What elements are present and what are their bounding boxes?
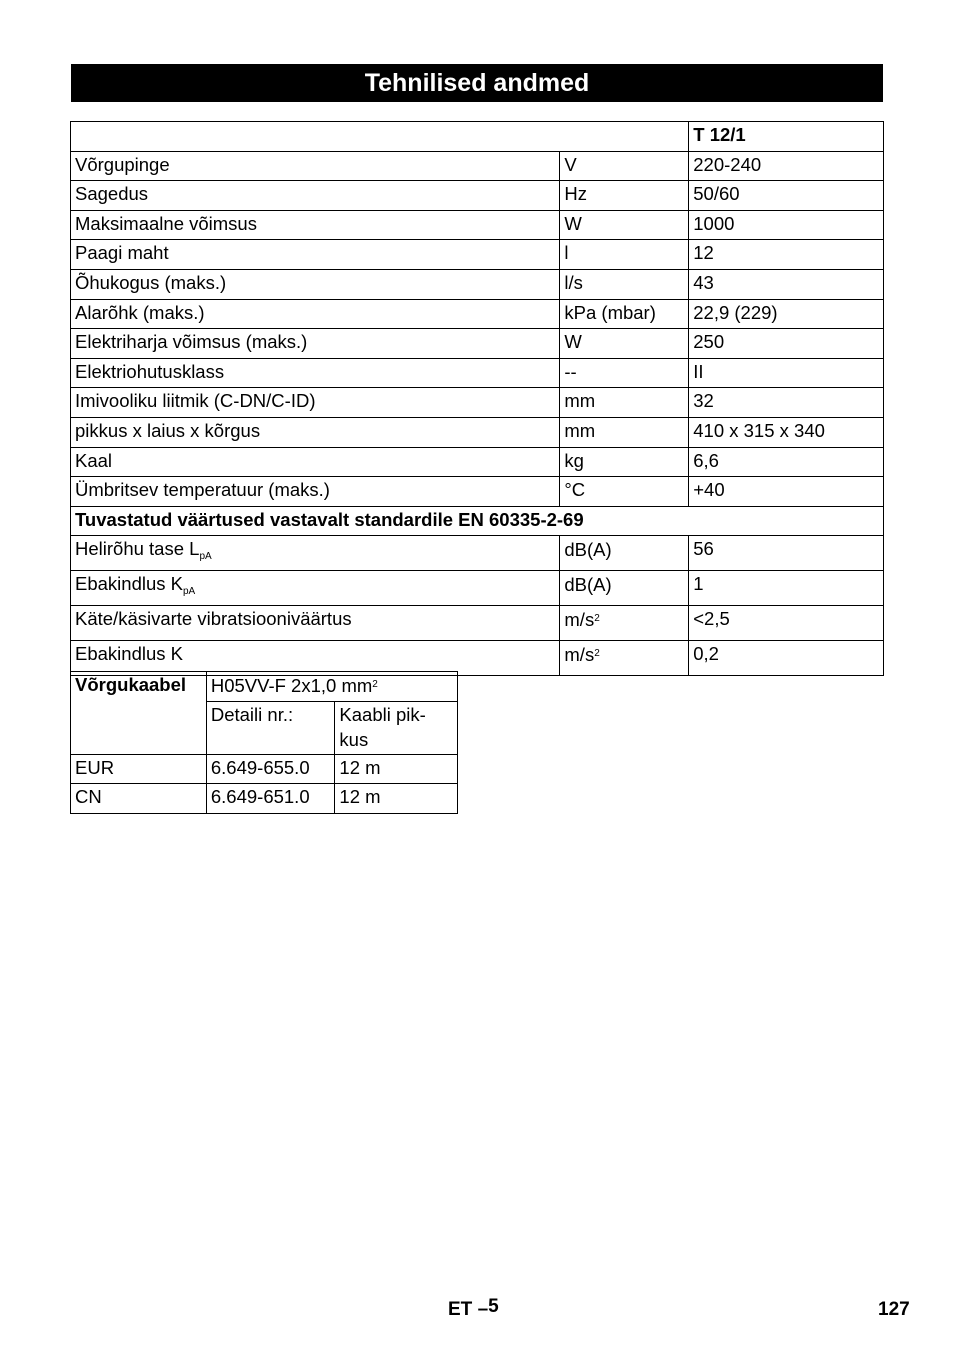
section-heading: Tuvastatud väärtused vastavalt standardile EN 60335-2-69 [71, 506, 884, 536]
cable-table [70, 671, 458, 814]
spec-unit: kg [560, 447, 689, 477]
measured-label [71, 536, 560, 571]
table-row [71, 506, 884, 536]
spec-value: 43 [689, 269, 884, 299]
cable-length: 12 m [335, 784, 458, 814]
table-row [71, 477, 884, 507]
spec-unit: W [560, 210, 689, 240]
measured-unit-text: m/s [564, 644, 595, 666]
spec-value: 22,9 (229) [689, 299, 884, 329]
measured-unit [560, 536, 689, 571]
cable-type-sup: 2 [372, 679, 378, 690]
page-title-text: Tehnilised andmed [364, 68, 590, 97]
empty-cell [71, 122, 689, 152]
table-row [71, 151, 884, 181]
spec-label: Õhukogus (maks.) [71, 269, 560, 299]
measured-label-text: Käte/käsivarte vibratsiooniväärtus [75, 608, 352, 630]
spec-value: II [689, 358, 884, 388]
measured-value: 0,2 [689, 641, 884, 676]
spec-label: Ümbritsev temperatuur (maks.) [71, 477, 560, 507]
measured-label-text: Ebakindlus K [75, 643, 183, 665]
measured-unit-text: dB(A) [564, 539, 612, 561]
table-row [71, 269, 884, 299]
spec-unit: mm [560, 417, 689, 447]
table-row [71, 358, 884, 388]
measured-label [71, 571, 560, 606]
measured-unit-text: dB(A) [564, 574, 612, 596]
spec-value: 12 [689, 240, 884, 270]
cable-title: Võrgukaabel [71, 672, 207, 755]
table-row [71, 122, 884, 152]
measured-label-text: Helirõhu tase L [75, 538, 200, 560]
spec-label: Elektriharja võimsus (maks.) [71, 329, 560, 359]
footer-lang: ET [448, 1299, 473, 1320]
table-row [71, 571, 884, 606]
spec-unit: l/s [560, 269, 689, 299]
measured-value: <2,5 [689, 606, 884, 641]
page-number: 127 [878, 1299, 910, 1320]
measured-value: 1 [689, 571, 884, 606]
table-row [71, 447, 884, 477]
spec-label: Imivooliku liitmik (C-DN/C-ID) [71, 388, 560, 418]
table-row [71, 784, 458, 814]
spec-value: +40 [689, 477, 884, 507]
table-row [71, 417, 884, 447]
spec-value: 32 [689, 388, 884, 418]
footer-dash: – [477, 1299, 489, 1320]
page-title [71, 64, 883, 102]
measured-unit [560, 606, 689, 641]
cable-region: EUR [71, 754, 207, 784]
measured-unit [560, 571, 689, 606]
cable-part: 6.649-651.0 [206, 784, 335, 814]
spec-value: 50/60 [689, 181, 884, 211]
measured-unit [560, 641, 689, 676]
spec-value: 1000 [689, 210, 884, 240]
table-row [71, 606, 884, 641]
cable-type [206, 672, 457, 702]
col-length-header [335, 701, 458, 754]
spec-value: 410 x 315 x 340 [689, 417, 884, 447]
table-row [71, 181, 884, 211]
measured-value: 56 [689, 536, 884, 571]
cable-part: 6.649-655.0 [206, 754, 335, 784]
spec-unit: kPa (mbar) [560, 299, 689, 329]
table-row [71, 299, 884, 329]
spec-label: Alarõhk (maks.) [71, 299, 560, 329]
measured-label-sub: pA [199, 551, 212, 563]
measured-label-sub: pA [182, 586, 196, 598]
measured-label-text: Ebakindlus K [75, 573, 183, 595]
spec-unit: W [560, 329, 689, 359]
spec-value: 220-240 [689, 151, 884, 181]
spec-unit: mm [560, 388, 689, 418]
col-length-line2: kus [339, 728, 369, 750]
spec-unit: Hz [560, 181, 689, 211]
spec-unit: l [560, 240, 689, 270]
measured-unit-sup: 2 [594, 648, 600, 660]
model-header: T 12/1 [689, 122, 884, 152]
table-row [71, 210, 884, 240]
col-length-line1: Kaabli pik- [339, 703, 426, 725]
cable-type-text: H05VV-F 2x1,0 mm [210, 675, 373, 696]
table-row [71, 388, 884, 418]
col-part-header: Detaili nr.: [206, 701, 335, 754]
measured-unit-sup: 2 [594, 613, 600, 625]
table-row [71, 329, 884, 359]
spec-unit: -- [560, 358, 689, 388]
table-row [71, 536, 884, 571]
spec-unit: °C [560, 477, 689, 507]
spec-label: Elektriohutusklass [71, 358, 560, 388]
spec-label: Kaal [71, 447, 560, 477]
measured-unit-text: m/s [564, 609, 595, 631]
measured-label [71, 606, 560, 641]
spec-value: 250 [689, 329, 884, 359]
cable-region: CN [71, 784, 207, 814]
spec-label: Võrgupinge [71, 151, 560, 181]
table-row [71, 672, 458, 702]
cable-length: 12 m [335, 754, 458, 784]
footer-section [448, 1296, 499, 1321]
footer-section-page: 5 [488, 1296, 499, 1317]
spec-table [70, 121, 884, 676]
spec-value: 6,6 [689, 447, 884, 477]
spec-label: Paagi maht [71, 240, 560, 270]
spec-label: Maksimaalne võimsus [71, 210, 560, 240]
spec-label: pikkus x laius x kõrgus [71, 417, 560, 447]
table-row [71, 240, 884, 270]
spec-unit: V [560, 151, 689, 181]
table-row [71, 754, 458, 784]
spec-label: Sagedus [71, 181, 560, 211]
